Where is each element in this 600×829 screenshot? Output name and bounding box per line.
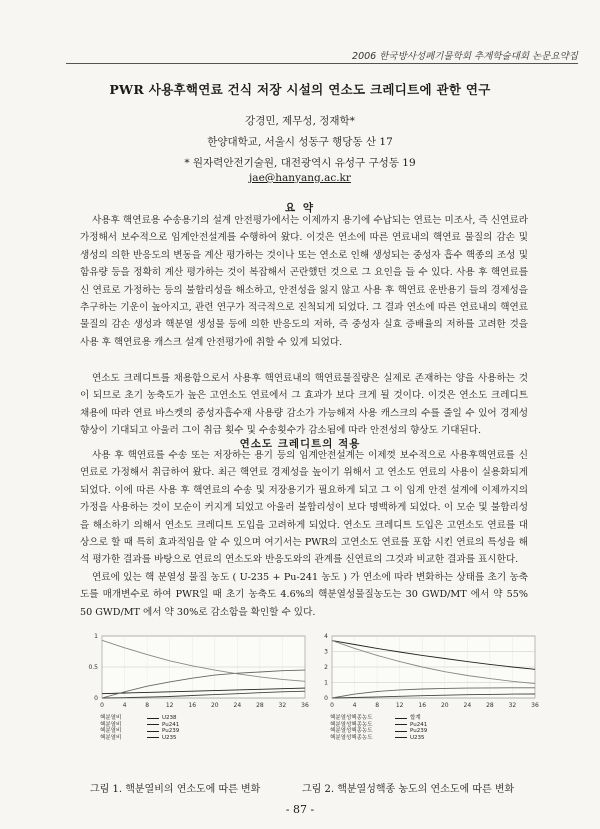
x-tick-label: 36 <box>301 702 309 709</box>
y-tick-label: 4 <box>324 633 328 640</box>
y-tick-label: 1 <box>94 633 98 640</box>
running-header: 2006 한국방사성폐기물학회 추계학술대회 논문요약집 <box>352 51 578 62</box>
x-tick-label: 20 <box>440 702 449 709</box>
y-tick-label: 2 <box>324 664 328 671</box>
x-tick-label: 28 <box>486 702 494 709</box>
x-tick-label: 8 <box>145 702 150 709</box>
legend-swatch <box>147 731 159 732</box>
legend-swatch <box>147 718 159 719</box>
legend-series: Pu241 <box>162 721 180 728</box>
affiliation-2: * 원자력안전기술원, 대전광역시 유성구 구성동 19 <box>184 157 416 169</box>
abstract-paragraph-2: 연소도 크레디트를 채용함으로서 사용후 핵연료내의 핵연료물질량은 실제로 존재하는 양을 사용하는 것이 되므로 초기 농축도가 높은 고연소도 연료에서 그 효과가 보다 크게 될 것이다. 이것은 연소도 크레디트 채용에 따라 연료 바스켓의 중성자흡수재 사용량 감소가 가능해져 사용 캐스크의 수를 줄일 수 있어 경제성 향상이 기대되고 아울러 그이 취급 횟수 및 수송횟수가 감소됨에 따라 안전성의 향상도 기대된다. <box>80 373 528 437</box>
legend-series: U238 <box>162 715 177 721</box>
x-tick-label: 16 <box>418 702 427 709</box>
legend-swatch <box>395 724 407 725</box>
legend-swatch <box>395 718 407 719</box>
x-tick-label: 32 <box>508 702 517 709</box>
y-tick-label: 3 <box>324 648 328 656</box>
legend-series: U235 <box>162 734 177 741</box>
legend-series: Pu239 <box>162 728 180 734</box>
legend-label: 핵분열비 <box>100 715 122 721</box>
legend-label: 핵분열비 <box>100 734 122 741</box>
abstract-heading: 요 약 <box>285 202 315 214</box>
legend-series: Pu239 <box>410 728 428 734</box>
legend-series: Pu241 <box>410 721 428 728</box>
page-number: - 87 - <box>285 803 315 816</box>
x-tick-label: 24 <box>463 702 472 709</box>
section-paragraph-2: 연료에 있는 핵 분열성 물질 농도 ( U-235 + Pu-241 농도 ) 가 연소에 따라 변화하는 상태를 초기 농축도를 매개변수로 하여 PWR일 때 초기 농축도 4.6%의 핵분열성물질농도는 30 GWD/MT 에서 약 55% 50 GWD/MT 에서 약 30%로 감소함을 확인할 수 있다. <box>80 572 528 618</box>
x-tick-label: 4 <box>122 702 127 709</box>
x-tick-label: 20 <box>210 702 219 709</box>
y-tick-label: 1 <box>324 679 328 687</box>
legend-label: 핵분열성핵종농도 <box>330 721 373 728</box>
legend-label: 핵분열성핵종농도 <box>330 715 373 721</box>
affiliation-1: 한양대학교, 서울시 성동구 행당동 산 17 <box>207 136 393 148</box>
figure-1-caption: 그림 1. 핵분열비의 연소도에 따른 변화 <box>90 784 261 795</box>
email-line <box>0 172 600 184</box>
section-heading: 연소도 크레디트의 적용 <box>239 438 361 450</box>
legend-swatch <box>395 731 407 732</box>
legend-swatch <box>147 737 159 738</box>
y-tick-label: 0.5 <box>88 664 98 671</box>
legend-label: 핵분열성핵종농도 <box>330 728 373 734</box>
x-tick-label: 0 <box>330 702 334 709</box>
figure-2-legend <box>330 715 438 741</box>
x-tick-label: 24 <box>233 702 242 709</box>
legend-row <box>330 735 438 742</box>
x-tick-label: 8 <box>375 702 380 709</box>
legend-series: 합계 <box>410 715 421 721</box>
x-tick-label: 32 <box>278 702 287 709</box>
y-tick-label: 0 <box>324 695 328 702</box>
x-tick-label: 12 <box>395 702 404 709</box>
authors: 강경민, 제무성, 정재학* <box>245 115 355 127</box>
legend-label: 핵분열비 <box>100 721 122 728</box>
legend-series: U235 <box>410 734 425 741</box>
x-tick-label: 0 <box>100 702 104 709</box>
abstract-paragraph-1: 사용후 핵연료용 수송용기의 설계 안전평가에서는 이제까지 용기에 수납되는 연료는 미조사, 즉 신연료라 가정해서 보수적으로 임계안전설계를 수행하여 왔다. 이것은 연소에 따른 연료내의 핵연료 물질의 감손 및 생성의 의한 반응도의 변동을 계산 평가하는 것이나 또는 연소로 인해 생성되는 중성자 흡수 핵종의 조성 및 함유량 등을 정확히 계산 평가하는 것이 복잡해서 곤란했던 것으로 그 요인을 들 수 있다. 사용 후 핵연료를 신 연료로 가정하는 등의 불합리성을 해소하고, 안전성을 잃지 않고 사용 후 핵연료 운반용기 들의 경제성을 추구하는 기운이 높아지고, 관련 연구가 적극적으로 진척되게 되었다. 그 결과 연소에 따른 연료내의 핵연료 물질의 감손 생성과 핵분열 생성물 등에 의한 반응도의 저하, 즉 중성자 실효 증배율의 저하를 고려한 것을 사용 후 핵연료용 캐스크 설계 안전평가에 취할 수 있게 되었다. <box>80 215 528 348</box>
x-tick-label: 12 <box>165 702 174 709</box>
header-rule <box>66 63 578 64</box>
figure-1-chart <box>80 632 310 712</box>
legend-swatch <box>147 724 159 725</box>
figure-2-chart <box>310 632 540 712</box>
figure-2-caption: 그림 2. 핵분열성핵종 농도의 연소도에 따른 변화 <box>302 784 515 795</box>
paper-title: PWR 사용후핵연료 건식 저장 시설의 연소도 크레디트에 관한 연구 <box>109 82 491 97</box>
x-tick-label: 28 <box>256 702 264 709</box>
legend-label: 핵분열비 <box>100 728 122 734</box>
x-tick-label: 16 <box>188 702 197 709</box>
section-paragraph-1: 사용 후 핵연료를 수송 또는 저장하는 용기 등의 임계안전설계는 이제껏 보수적으로 사용후핵연료를 신 연료로 가정해서 취급하여 왔다. 최근 핵연료 경제성을 높이기 위해서 고 연소도 연료의 사용이 실용화되게 되었다. 이에 따른 사용 후 핵연료의 수송 및 저장용기가 필요하게 되고 그 이 임계 안전 설계에 이제까지의 가정을 사용하는 것이 모순이 커지게 되었고 아울러 불합리성이 보다 명백하게 되었다. 이 모순 및 불합리성을 해소하기 의해서 연소도 크레디트 도입을 고려하게 되었다. 연소도 크레디트 도입은 고연소도 연료를 대상으로 할 때 특히 효과적임을 알 수 있으며 여기서는 PWR의 고연소도 연료를 포함 시킨 연료의 특성을 해석 평가한 결과를 바탕으로 연료의 연소도와 반응도와의 관계를 신연료의 그것과 비교한 결과를 표시한다. <box>80 450 528 566</box>
legend-swatch <box>395 737 407 738</box>
legend-row <box>100 735 190 742</box>
x-tick-label: 36 <box>531 702 539 709</box>
x-tick-label: 4 <box>352 702 357 709</box>
y-tick-label: 0 <box>94 695 98 702</box>
email-link[interactable]: jae@hanyang.ac.kr <box>249 172 351 184</box>
legend-label: 핵분열성핵종농도 <box>330 734 373 741</box>
figure-1-legend <box>100 715 190 741</box>
